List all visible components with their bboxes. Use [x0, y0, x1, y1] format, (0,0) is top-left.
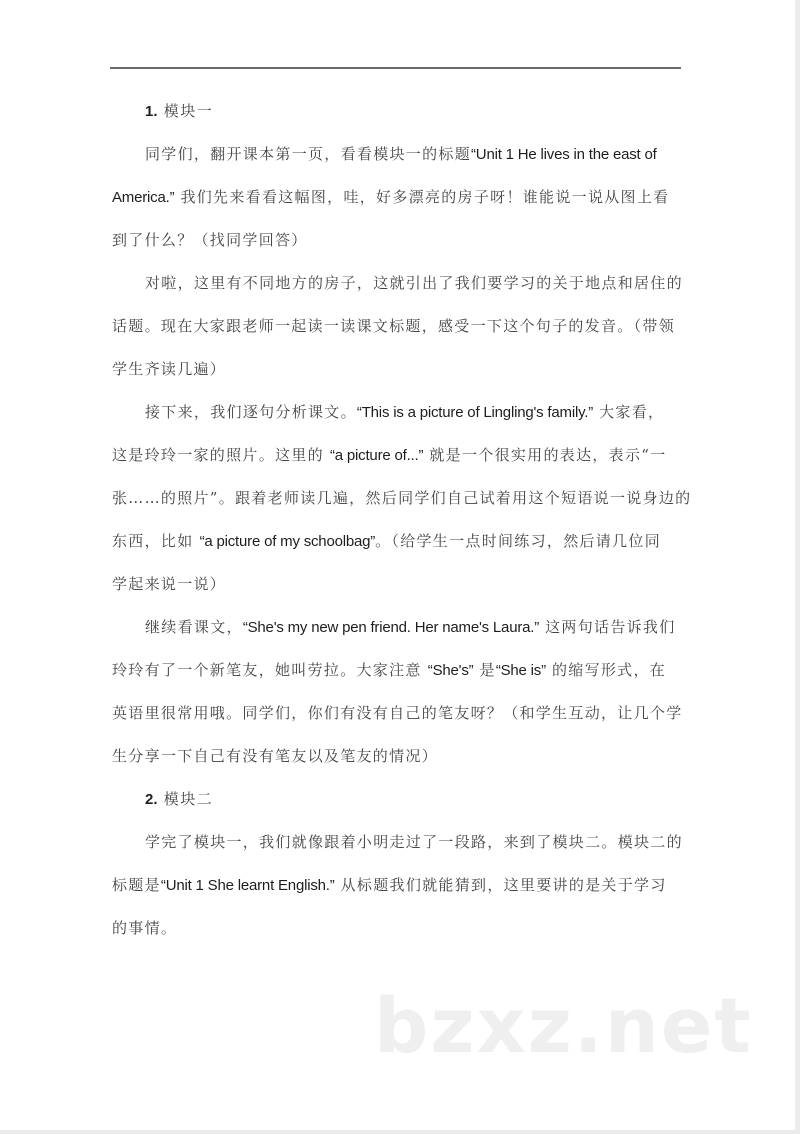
- chinese-text: 这是玲玲一家的照片。这里的: [112, 446, 330, 464]
- section-title: 模块二: [163, 790, 214, 808]
- chinese-text: 标题是: [112, 876, 161, 894]
- chinese-text: 话题。现在大家跟老师一起读一读课文标题，感受一下这个句子的发音。（带领: [112, 317, 676, 335]
- chinese-text: 对啦，这里有不同地方的房子，这就引出了我们要学习的关于地点和居住的: [145, 274, 683, 292]
- chinese-text: 学起来说一说）: [112, 575, 227, 593]
- document-body: [112, 90, 692, 950]
- text-line: [112, 907, 682, 950]
- chinese-text: 就是一个很实用的表达，表示“一: [423, 446, 667, 464]
- section-title: 模块一: [163, 102, 214, 120]
- section-number: 1.: [145, 103, 158, 120]
- section-heading: [112, 778, 682, 821]
- chinese-text: 从标题我们就能猜到，这里要讲的是关于学习: [334, 876, 667, 894]
- text-line: [112, 735, 682, 778]
- chinese-text: 是: [473, 661, 496, 679]
- english-quote: America.”: [112, 189, 175, 206]
- text-line: [112, 176, 682, 219]
- chinese-text: 接下来，我们逐句分析课文。: [145, 403, 357, 421]
- chinese-text: 我们先来看看这幅图，哇，好多漂亮的房子呀！谁能说一说从图上看: [174, 188, 670, 206]
- chinese-text: 张……的照片”。跟着老师读几遍，然后同学们自己试着用这个短语说一说身边的: [112, 489, 692, 507]
- paragraph: [112, 821, 682, 950]
- text-line: [112, 391, 682, 434]
- paragraph: [112, 262, 682, 391]
- text-line: [112, 821, 682, 864]
- section-number: 2.: [145, 791, 158, 808]
- english-quote: “a picture of my schoolbag”: [199, 533, 376, 550]
- chinese-text: 的缩写形式，在: [545, 661, 667, 679]
- chinese-text: 英语里很常用哦。同学们，你们有没有自己的笔友呀？（和学生互动，让几个学: [112, 704, 683, 722]
- paragraph: [112, 133, 682, 262]
- text-line: [112, 262, 682, 305]
- chinese-text: 大家看，: [593, 403, 665, 421]
- chinese-text: 玲玲有了一个新笔友，她叫劳拉。大家注意: [112, 661, 428, 679]
- section-2: [112, 778, 682, 950]
- text-line: [112, 649, 682, 692]
- english-quote: “Unit 1 He lives in the east of: [471, 146, 657, 163]
- english-quote: “This is a picture of Lingling's family.”: [356, 404, 594, 421]
- chinese-text: 学生齐读几遍）: [112, 360, 227, 378]
- english-quote: “She's my new pen friend. Her name's Laura.”: [242, 619, 540, 636]
- text-line: [112, 133, 682, 176]
- english-quote: “a picture of...”: [329, 447, 424, 464]
- chinese-text: 这两句话告诉我们: [539, 618, 676, 636]
- watermark: bzxz.net: [374, 981, 753, 1070]
- header-rule: [110, 67, 681, 69]
- section-1: [112, 90, 692, 778]
- text-line: [112, 305, 682, 348]
- english-quote: “She is”: [495, 662, 546, 679]
- chinese-text: 生分享一下自己有没有笔友以及笔友的情况）: [112, 747, 439, 765]
- chinese-text: 学完了模块一，我们就像跟着小明走过了一段路，来到了模块二。模块二的: [145, 833, 683, 851]
- section-heading: [112, 90, 682, 133]
- chinese-text: 同学们，翻开课本第一页，看看模块一的标题: [145, 145, 472, 163]
- text-line: [112, 563, 682, 606]
- text-line: [112, 348, 682, 391]
- chinese-text: 东西，比如: [112, 532, 200, 550]
- text-line: [112, 864, 682, 907]
- text-line: [112, 219, 682, 262]
- chinese-text: 的事情。: [112, 919, 178, 937]
- paragraph: [112, 391, 692, 606]
- english-quote: “She's”: [427, 662, 474, 679]
- paragraph: [112, 606, 682, 778]
- chinese-text: 到了什么？（找同学回答）: [112, 231, 308, 249]
- text-line: [112, 692, 682, 735]
- chinese-text: 。（给学生一点时间练习，然后请几位同: [375, 532, 661, 550]
- chinese-text: 继续看课文，: [145, 618, 243, 636]
- english-quote: “Unit 1 She learnt English.”: [160, 877, 335, 894]
- text-line: [112, 520, 682, 563]
- text-line: [112, 434, 682, 477]
- text-line: [112, 606, 682, 649]
- text-line: [112, 477, 692, 520]
